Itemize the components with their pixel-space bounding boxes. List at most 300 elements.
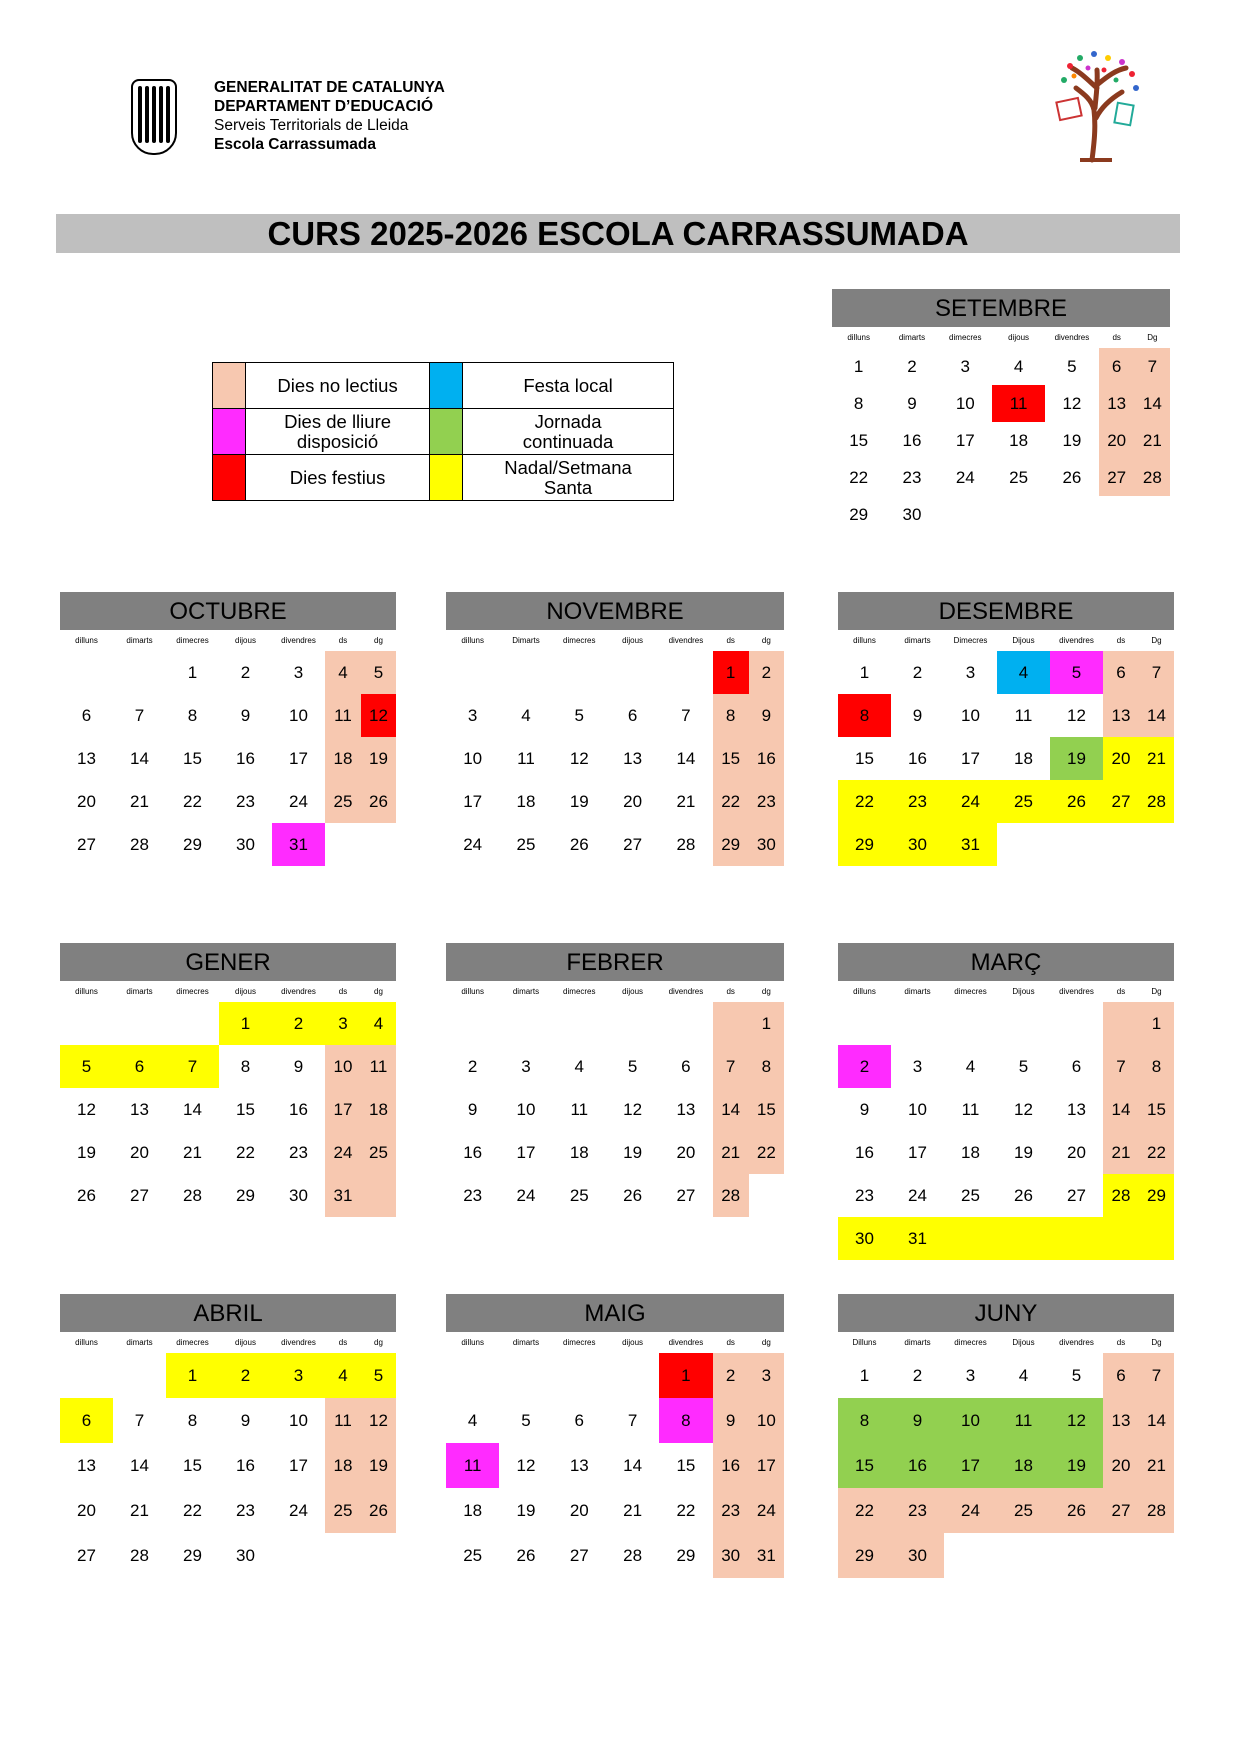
weekday-label: dilluns [461, 1337, 484, 1347]
empty-cell [944, 1002, 997, 1045]
empty-cell [446, 651, 499, 694]
day-cell: 6 [113, 1045, 166, 1088]
day-cell: 14 [1139, 1398, 1174, 1443]
day-cell: 1 [859, 1365, 870, 1385]
day-cell: 8 [749, 1045, 784, 1088]
day-cell: 23 [902, 467, 922, 487]
day-cell: 1 [859, 662, 870, 682]
empty-cell [499, 651, 552, 694]
empty-cell [553, 1353, 606, 1398]
day-cell: 28 [1139, 1488, 1174, 1533]
legend-swatch-lliure-disposicio [213, 409, 246, 455]
day-cell: 2 [907, 356, 917, 376]
weekday-label: dg [374, 1337, 383, 1347]
day-cell: 11 [325, 694, 361, 737]
day-cell: 10 [516, 1099, 536, 1119]
month-setembre [832, 289, 1170, 533]
day-cell: 3 [749, 1353, 784, 1398]
day-cell: 5 [1071, 1365, 1082, 1385]
day-cell: 2 [240, 662, 251, 682]
day-cell: 17 [516, 1142, 536, 1162]
day-cell: 5 [361, 1353, 396, 1398]
day-cell: 8 [187, 705, 198, 725]
day-cell: 14 [713, 1088, 749, 1131]
legend-table [212, 362, 674, 501]
day-cell: 9 [240, 705, 251, 725]
day-cell: 11 [325, 1398, 361, 1443]
day-cell: 25 [463, 1545, 483, 1565]
day-cell: 15 [183, 1455, 202, 1475]
day-cell: 3 [272, 1353, 325, 1398]
empty-cell [1103, 823, 1139, 866]
weekday-header [60, 630, 396, 651]
day-cell: 19 [361, 1443, 396, 1488]
weekday-header [838, 630, 1174, 651]
day-cell: 10 [908, 1099, 927, 1119]
day-cell: 13 [1067, 1099, 1086, 1119]
day-cell: 5 [361, 651, 396, 694]
day-cell: 10 [955, 393, 975, 413]
legend-swatch-festius [213, 455, 246, 501]
month-name: FEBRER [446, 943, 784, 981]
day-cell: 14 [676, 748, 696, 768]
weekday-label: dijous [235, 986, 256, 996]
day-cell: 28 [1139, 780, 1174, 823]
weekday-label: ds [726, 635, 735, 645]
empty-cell [1050, 823, 1103, 866]
weekday-label: dijous [622, 986, 644, 996]
weekday-header [446, 630, 784, 651]
day-cell: 26 [1014, 1185, 1033, 1205]
week-row [838, 1002, 1174, 1045]
weekday-header [832, 327, 1170, 348]
empty-cell [659, 651, 712, 694]
empty-cell [325, 1533, 361, 1578]
week-row [838, 1131, 1174, 1174]
day-cell: 22 [849, 467, 869, 487]
week-row [60, 1174, 396, 1217]
day-cell: 8 [853, 393, 864, 413]
day-cell: 24 [944, 1488, 997, 1533]
week-row [446, 1443, 784, 1488]
day-cell: 22 [838, 1488, 891, 1533]
day-cell: 31 [749, 1533, 784, 1578]
day-cell: 29 [183, 1545, 202, 1565]
weekday-label: divendres [1054, 332, 1090, 342]
weekday-label: dimecres [563, 1337, 596, 1347]
weekday-label: Dg [1151, 1337, 1162, 1347]
day-cell: 13 [676, 1099, 696, 1119]
day-cell: 9 [891, 1398, 944, 1443]
day-cell: 27 [623, 834, 643, 854]
empty-cell [838, 1002, 891, 1045]
weekday-label: ds [338, 635, 348, 645]
day-cell: 4 [325, 1353, 361, 1398]
weekday-label: Dijous [1012, 1337, 1035, 1347]
day-cell: 20 [1067, 1142, 1086, 1162]
day-cell: 29 [1139, 1174, 1174, 1217]
week-row [60, 780, 396, 823]
weekday-label: dijous [235, 1337, 256, 1347]
empty-cell [166, 1002, 219, 1045]
day-cell [361, 1174, 396, 1217]
weekday-label: dimarts [512, 986, 540, 996]
weekday-label: Dimarts [512, 635, 540, 645]
day-cell: 25 [361, 1131, 396, 1174]
day-cell: 17 [463, 791, 483, 811]
day-cell: 7 [166, 1045, 219, 1088]
empty-cell [499, 1353, 552, 1398]
weeks-grid [838, 1002, 1174, 1260]
day-cell: 1 [659, 1353, 712, 1398]
day-cell: 23 [236, 791, 255, 811]
day-cell: 26 [1050, 780, 1103, 823]
week-row [838, 1398, 1174, 1443]
day-cell: 21 [623, 1500, 643, 1520]
day-cell: 19 [77, 1142, 96, 1162]
empty-cell [749, 1174, 784, 1217]
day-cell: 29 [849, 504, 869, 524]
week-row [60, 737, 396, 780]
weekday-label: Dimecres [953, 635, 988, 645]
month-name: OCTUBRE [60, 592, 396, 630]
empty-cell [60, 651, 113, 694]
week-row [838, 651, 1174, 694]
week-row [838, 1353, 1174, 1398]
weekday-label: ds [1116, 635, 1126, 645]
day-cell: 3 [293, 662, 304, 682]
day-cell: 16 [463, 1142, 483, 1162]
day-cell: 26 [361, 780, 396, 823]
legend-swatch-festa-local [429, 363, 462, 409]
day-cell: 18 [569, 1142, 589, 1162]
day-cell: 8 [659, 1398, 712, 1443]
weekday-label: dilluns [847, 332, 870, 342]
empty-cell [113, 1002, 166, 1045]
day-cell [944, 1217, 997, 1260]
empty-cell [60, 1002, 113, 1045]
day-cell: 1 [219, 1002, 272, 1045]
weekday-label: dimarts [898, 332, 926, 342]
week-row [446, 651, 784, 694]
weekday-label: dilluns [461, 635, 484, 645]
legend-swatch-no-lectius [213, 363, 246, 409]
day-cell: 16 [236, 748, 255, 768]
day-cell: 1 [1139, 1002, 1174, 1045]
weekday-label: ds [1116, 1337, 1126, 1347]
day-cell: 14 [1135, 385, 1170, 422]
day-cell: 30 [236, 1545, 255, 1565]
day-cell: 18 [997, 1443, 1050, 1488]
day-cell: 21 [1135, 422, 1170, 459]
day-cell: 28 [676, 834, 696, 854]
month-octubre [60, 592, 396, 866]
week-row [832, 422, 1170, 459]
day-cell: 18 [516, 791, 536, 811]
day-cell: 13 [77, 748, 96, 768]
day-cell [997, 1217, 1050, 1260]
day-cell: 14 [130, 1455, 149, 1475]
day-cell: 28 [183, 1185, 202, 1205]
day-cell: 27 [676, 1185, 696, 1205]
day-cell: 3 [521, 1056, 531, 1076]
weekday-label: dilluns [75, 1337, 98, 1347]
week-row [446, 694, 784, 737]
week-row [60, 694, 396, 737]
week-row [60, 1443, 396, 1488]
day-cell: 5 [60, 1045, 113, 1088]
day-cell: 12 [1014, 1099, 1033, 1119]
day-cell: 19 [1014, 1142, 1033, 1162]
day-cell: 12 [569, 748, 589, 768]
day-cell: 23 [891, 1488, 944, 1533]
empty-cell [446, 1002, 499, 1045]
day-cell: 8 [187, 1410, 198, 1430]
day-cell: 19 [1062, 430, 1082, 450]
day-cell: 21 [1139, 737, 1174, 780]
day-cell: 13 [569, 1455, 589, 1475]
day-cell: 22 [236, 1142, 255, 1162]
day-cell: 27 [1103, 780, 1139, 823]
weekday-label: dijous [235, 635, 256, 645]
week-row [838, 1045, 1174, 1088]
day-cell: 7 [713, 1045, 749, 1088]
empty-cell [1103, 1533, 1139, 1578]
day-cell: 22 [183, 1500, 202, 1520]
month-febrer [446, 943, 784, 1217]
day-cell: 22 [749, 1131, 784, 1174]
weekday-label: divendres [1059, 986, 1094, 996]
day-cell: 3 [325, 1002, 361, 1045]
legend-label-jornada-continuada: Jornada continuada [463, 409, 674, 455]
day-cell: 27 [130, 1185, 149, 1205]
day-cell: 15 [838, 1443, 891, 1488]
week-row [832, 348, 1170, 385]
day-cell: 21 [1103, 1131, 1139, 1174]
day-cell: 6 [681, 1056, 691, 1076]
weekday-header [838, 1332, 1174, 1353]
day-cell: 27 [569, 1545, 589, 1565]
day-cell: 7 [627, 1410, 638, 1430]
day-cell: 31 [944, 823, 997, 866]
empty-cell [944, 1533, 997, 1578]
week-row [60, 1045, 396, 1088]
day-cell: 20 [130, 1142, 149, 1162]
day-cell: 12 [361, 694, 396, 737]
day-cell: 22 [838, 780, 891, 823]
day-cell: 18 [325, 737, 361, 780]
day-cell: 23 [236, 1500, 255, 1520]
day-cell: 11 [961, 1099, 980, 1119]
day-cell: 6 [1099, 348, 1135, 385]
day-cell: 18 [325, 1443, 361, 1488]
weeks-grid [838, 1353, 1174, 1578]
day-cell: 14 [623, 1455, 643, 1475]
day-cell: 17 [325, 1088, 361, 1131]
week-row [832, 496, 1170, 533]
day-cell: 3 [965, 1365, 976, 1385]
empty-cell [1135, 496, 1170, 533]
month-gener [60, 943, 396, 1217]
weekday-header [60, 1332, 396, 1353]
day-cell: 4 [361, 1002, 396, 1045]
day-cell: 20 [1103, 737, 1139, 780]
week-row [60, 1131, 396, 1174]
day-cell: 22 [676, 1500, 696, 1520]
day-cell: 18 [1009, 430, 1029, 450]
day-cell: 24 [516, 1185, 536, 1205]
day-cell: 23 [463, 1185, 483, 1205]
day-cell: 12 [361, 1398, 396, 1443]
month-marc [838, 943, 1174, 1260]
day-cell: 8 [1139, 1045, 1174, 1088]
day-cell: 29 [236, 1185, 255, 1205]
day-cell: 6 [627, 705, 638, 725]
weekday-label: Dijous [1012, 986, 1035, 996]
empty-cell [113, 651, 166, 694]
day-cell: 8 [838, 694, 891, 737]
week-row [838, 1488, 1174, 1533]
weekday-header [838, 981, 1174, 1002]
day-cell: 5 [574, 705, 585, 725]
day-cell: 24 [463, 834, 483, 854]
weeks-grid [60, 1353, 396, 1578]
weekday-label: dimarts [126, 986, 153, 996]
day-cell: 11 [997, 1398, 1050, 1443]
week-row [838, 1174, 1174, 1217]
page-title: CURS 2025-2026 ESCOLA CARRASSUMADA [56, 214, 1180, 253]
day-cell: 6 [60, 1398, 113, 1443]
header [131, 77, 631, 157]
day-cell: 7 [681, 705, 691, 725]
weekday-label: dimecres [176, 1337, 209, 1347]
day-cell: 21 [183, 1142, 202, 1162]
day-cell: 25 [569, 1185, 589, 1205]
day-cell: 18 [961, 1142, 980, 1162]
day-cell: 8 [713, 694, 749, 737]
day-cell: 18 [361, 1088, 396, 1131]
weekday-label: Dijous [1012, 635, 1035, 645]
weekday-label: dilluns [461, 986, 484, 996]
day-cell: 18 [463, 1500, 483, 1520]
day-cell: 14 [1103, 1088, 1139, 1131]
week-row [838, 1533, 1174, 1578]
weekday-label: divendres [668, 1337, 704, 1347]
day-cell: 7 [1135, 348, 1170, 385]
day-cell: 19 [1050, 737, 1103, 780]
empty-cell [553, 651, 606, 694]
weekday-label: dg [374, 635, 383, 645]
day-cell: 11 [570, 1099, 589, 1119]
weekday-label: dimecres [563, 986, 596, 996]
org-line-4: Escola Carrassumada [214, 136, 376, 153]
day-cell: 28 [130, 834, 149, 854]
day-cell: 30 [838, 1217, 891, 1260]
legend-swatch-nadal [429, 455, 462, 501]
weekday-label: dg [761, 1337, 771, 1347]
day-cell: 29 [838, 1533, 891, 1578]
empty-cell [1050, 1533, 1103, 1578]
day-cell: 4 [467, 1410, 478, 1430]
week-row [446, 1353, 784, 1398]
weekday-label: dg [761, 986, 771, 996]
week-row [60, 1488, 396, 1533]
day-cell: 13 [77, 1455, 96, 1475]
week-row [838, 1088, 1174, 1131]
day-cell: 12 [1062, 393, 1082, 413]
day-cell: 20 [77, 791, 96, 811]
day-cell: 2 [912, 1365, 923, 1385]
day-cell: 23 [749, 780, 784, 823]
day-cell: 6 [81, 705, 92, 725]
week-row [60, 1088, 396, 1131]
week-row [446, 1088, 784, 1131]
day-cell: 28 [130, 1545, 149, 1565]
day-cell: 4 [965, 1056, 976, 1076]
weekday-label: dilluns [853, 986, 876, 996]
weekday-label: ds [1116, 986, 1126, 996]
day-cell: 3 [960, 356, 971, 376]
day-cell: 19 [1050, 1443, 1103, 1488]
day-cell: 30 [289, 1185, 308, 1205]
day-cell: 10 [961, 705, 980, 725]
day-cell: 1 [713, 651, 749, 694]
day-cell: 30 [891, 1533, 944, 1578]
day-cell: 11 [446, 1443, 499, 1488]
day-cell: 26 [516, 1545, 536, 1565]
day-cell: 2 [912, 662, 923, 682]
day-cell: 20 [623, 791, 643, 811]
empty-cell [606, 651, 659, 694]
empty-cell [606, 1353, 659, 1398]
weekday-label: ds [726, 986, 735, 996]
month-maig [446, 1294, 784, 1578]
day-cell: 16 [713, 1443, 749, 1488]
weekday-label: dg [761, 635, 771, 645]
day-cell: 16 [749, 737, 784, 780]
weekday-label: Dg [1151, 635, 1162, 645]
legend-label-nadal: Nadal/Setmana Santa [463, 455, 674, 501]
day-cell: 21 [676, 791, 696, 811]
day-cell: 26 [569, 834, 589, 854]
day-cell: 24 [289, 791, 308, 811]
day-cell: 5 [521, 1410, 531, 1430]
empty-cell [997, 823, 1050, 866]
day-cell: 20 [676, 1142, 696, 1162]
month-novembre [446, 592, 784, 866]
day-cell: 1 [853, 356, 864, 376]
day-cell: 11 [361, 1045, 396, 1088]
week-row [838, 823, 1174, 866]
weekday-label: dimecres [949, 332, 982, 342]
day-cell: 25 [997, 780, 1050, 823]
week-row [832, 459, 1170, 496]
week-row [60, 651, 396, 694]
day-cell: 25 [325, 1488, 361, 1533]
day-cell: 15 [713, 737, 749, 780]
day-cell: 31 [891, 1217, 944, 1260]
day-cell: 12 [516, 1455, 536, 1475]
week-row [446, 1488, 784, 1533]
day-cell: 7 [1139, 651, 1174, 694]
day-cell: 15 [855, 748, 874, 768]
day-cell: 12 [1067, 705, 1086, 725]
weekday-label: divendres [668, 635, 704, 645]
day-cell: 9 [907, 393, 917, 413]
org-block [214, 78, 445, 154]
day-cell: 15 [676, 1455, 696, 1475]
weekday-label: divendres [1059, 1337, 1094, 1347]
